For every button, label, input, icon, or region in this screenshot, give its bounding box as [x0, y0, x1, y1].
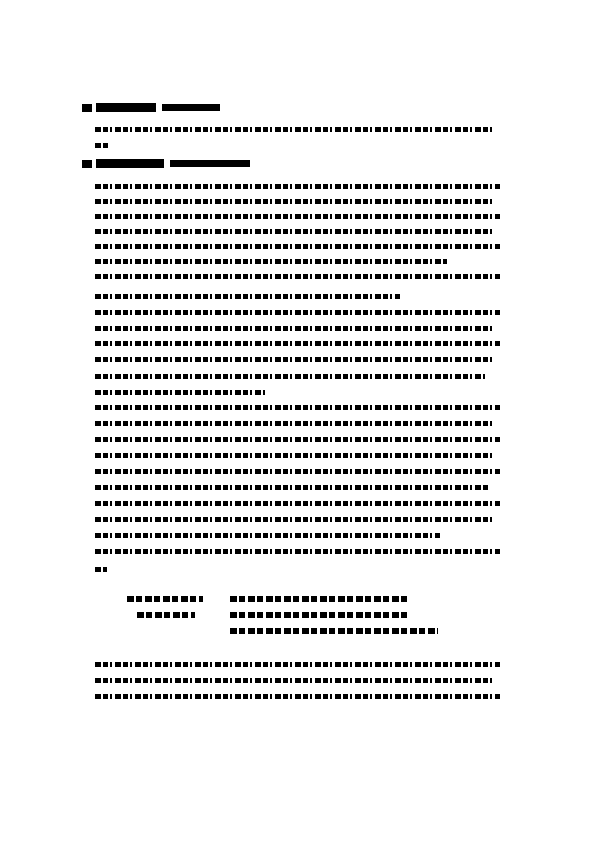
section-number	[82, 160, 92, 168]
text-line	[95, 678, 495, 683]
text-line	[95, 694, 500, 699]
text-line	[95, 341, 500, 346]
text-line	[95, 199, 495, 204]
text-line	[95, 421, 495, 426]
definition-term	[127, 596, 203, 602]
text-line	[95, 374, 485, 379]
definition-text	[230, 628, 438, 634]
definition-text	[230, 612, 408, 618]
text-line	[95, 390, 265, 395]
text-line	[95, 517, 495, 522]
section-title-ko	[96, 159, 164, 168]
text-line	[95, 437, 500, 442]
text-line	[95, 214, 500, 219]
text-line	[95, 533, 440, 538]
text-line	[95, 274, 500, 279]
text-line	[95, 453, 495, 458]
text-line	[95, 662, 500, 667]
definition-term	[137, 612, 195, 618]
text-line	[95, 485, 490, 490]
text-line	[95, 501, 500, 506]
section-title-en	[170, 160, 250, 167]
text-line	[95, 567, 107, 572]
text-line	[95, 229, 495, 234]
section-title-en	[162, 104, 220, 111]
definition-text	[230, 596, 408, 602]
section-heading-introduction	[82, 158, 250, 169]
text-line	[95, 244, 500, 249]
section-number	[82, 104, 92, 112]
text-line	[95, 326, 495, 331]
text-line	[95, 294, 400, 299]
section-title-ko	[96, 103, 156, 112]
text-line	[95, 469, 500, 474]
text-line	[95, 259, 447, 264]
text-line	[95, 310, 500, 315]
text-line	[95, 143, 109, 148]
text-line	[95, 184, 500, 189]
section-heading-purpose	[82, 102, 220, 113]
text-line	[95, 357, 495, 362]
text-line	[95, 405, 500, 410]
text-line	[95, 127, 495, 132]
text-line	[95, 549, 500, 554]
